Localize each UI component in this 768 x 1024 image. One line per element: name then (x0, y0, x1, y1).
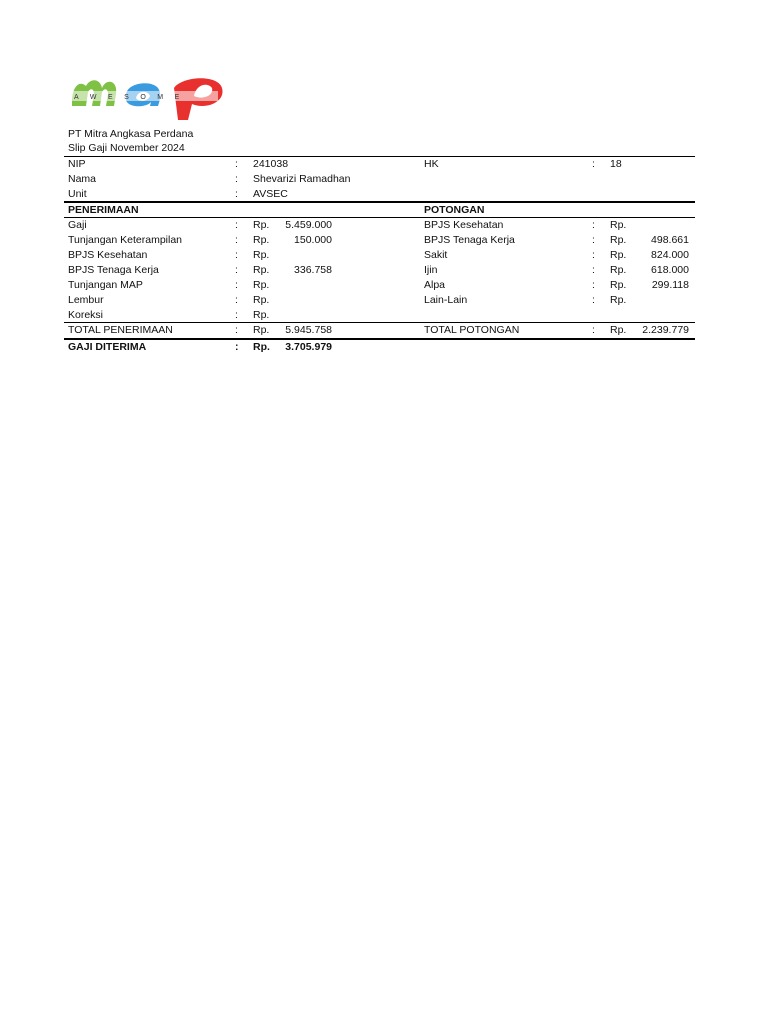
row-amount: 498.661 (651, 234, 689, 246)
row-currency: Rp. (610, 219, 627, 231)
row-label: BPJS Kesehatan (424, 219, 504, 231)
row-label: Ijin (424, 264, 438, 276)
unit-sep: : (235, 188, 238, 200)
total-penerimaan-sep: : (235, 324, 238, 336)
row-label: Alpa (424, 279, 446, 291)
row-currency: Rp. (610, 294, 627, 306)
unit-value: AVSEC (253, 188, 288, 200)
row-currency: Rp. (253, 219, 270, 231)
penerimaan-title: PENERIMAAN (68, 204, 139, 216)
row-amount: 5.459.000 (285, 219, 332, 231)
hk-sep: : (592, 158, 595, 170)
gaji-diterima-amount: 3.705.979 (285, 341, 332, 353)
nip-label: NIP (68, 158, 86, 170)
logo-tagline: AWESOME (74, 94, 191, 101)
row-currency: Rp. (253, 294, 270, 306)
row-sep: : (235, 234, 238, 246)
row-label: Tunjangan Keterampilan (68, 234, 183, 246)
row-label: Lembur (68, 294, 104, 306)
slip-period: Slip Gaji November 2024 (68, 142, 185, 154)
company-logo (66, 72, 228, 122)
total-potongan-currency: Rp. (610, 324, 627, 336)
divider-header (64, 217, 695, 218)
row-amount: 824.000 (651, 249, 689, 261)
divider-net (64, 338, 695, 340)
row-label: BPJS Kesehatan (68, 249, 148, 261)
gaji-diterima-label: GAJI DITERIMA (68, 341, 147, 353)
row-currency: Rp. (253, 309, 270, 321)
divider-top (64, 156, 695, 157)
row-sep: : (235, 219, 238, 231)
nama-sep: : (235, 173, 238, 185)
row-amount: 618.000 (651, 264, 689, 276)
row-currency: Rp. (253, 264, 270, 276)
row-currency: Rp. (610, 279, 627, 291)
nama-value: Shevarizi Ramadhan (253, 173, 351, 185)
hk-value: 18 (610, 158, 622, 170)
row-currency: Rp. (253, 234, 270, 246)
row-sep: : (235, 264, 238, 276)
row-currency: Rp. (610, 234, 627, 246)
row-label: Lain-Lain (424, 294, 468, 306)
row-currency: Rp. (610, 249, 627, 261)
gaji-diterima-sep: : (235, 341, 239, 353)
row-sep: : (592, 264, 595, 276)
gaji-diterima-currency: Rp. (253, 341, 270, 353)
row-label: Sakit (424, 249, 448, 261)
row-label: Tunjangan MAP (68, 279, 143, 291)
row-sep: : (592, 279, 595, 291)
company-name: PT Mitra Angkasa Perdana (68, 128, 194, 140)
nama-label: Nama (68, 173, 97, 185)
row-sep: : (592, 219, 595, 231)
row-sep: : (592, 234, 595, 246)
row-amount: 336.758 (294, 264, 332, 276)
nip-value: 241038 (253, 158, 289, 170)
row-label: BPJS Tenaga Kerja (424, 234, 515, 246)
row-amount: 150.000 (294, 234, 332, 246)
row-sep: : (592, 294, 595, 306)
row-currency: Rp. (253, 279, 270, 291)
divider-section (64, 201, 695, 203)
unit-label: Unit (68, 188, 87, 200)
total-potongan-amount: 2.239.779 (642, 324, 689, 336)
row-sep: : (235, 294, 238, 306)
row-sep: : (235, 309, 238, 321)
row-currency: Rp. (610, 264, 627, 276)
total-penerimaan-label: TOTAL PENERIMAAN (68, 324, 173, 336)
row-currency: Rp. (253, 249, 270, 261)
total-penerimaan-amount: 5.945.758 (285, 324, 332, 336)
potongan-title: POTONGAN (424, 204, 485, 216)
row-sep: : (235, 249, 238, 261)
hk-label: HK (424, 158, 439, 170)
row-sep: : (592, 249, 595, 261)
total-potongan-label: TOTAL POTONGAN (424, 324, 520, 336)
total-penerimaan-currency: Rp. (253, 324, 270, 336)
row-label: Koreksi (68, 309, 104, 321)
row-label: BPJS Tenaga Kerja (68, 264, 159, 276)
nip-sep: : (235, 158, 238, 170)
row-amount: 299.118 (651, 279, 689, 291)
row-label: Gaji (68, 219, 87, 231)
row-sep: : (235, 279, 238, 291)
total-potongan-sep: : (592, 324, 595, 336)
